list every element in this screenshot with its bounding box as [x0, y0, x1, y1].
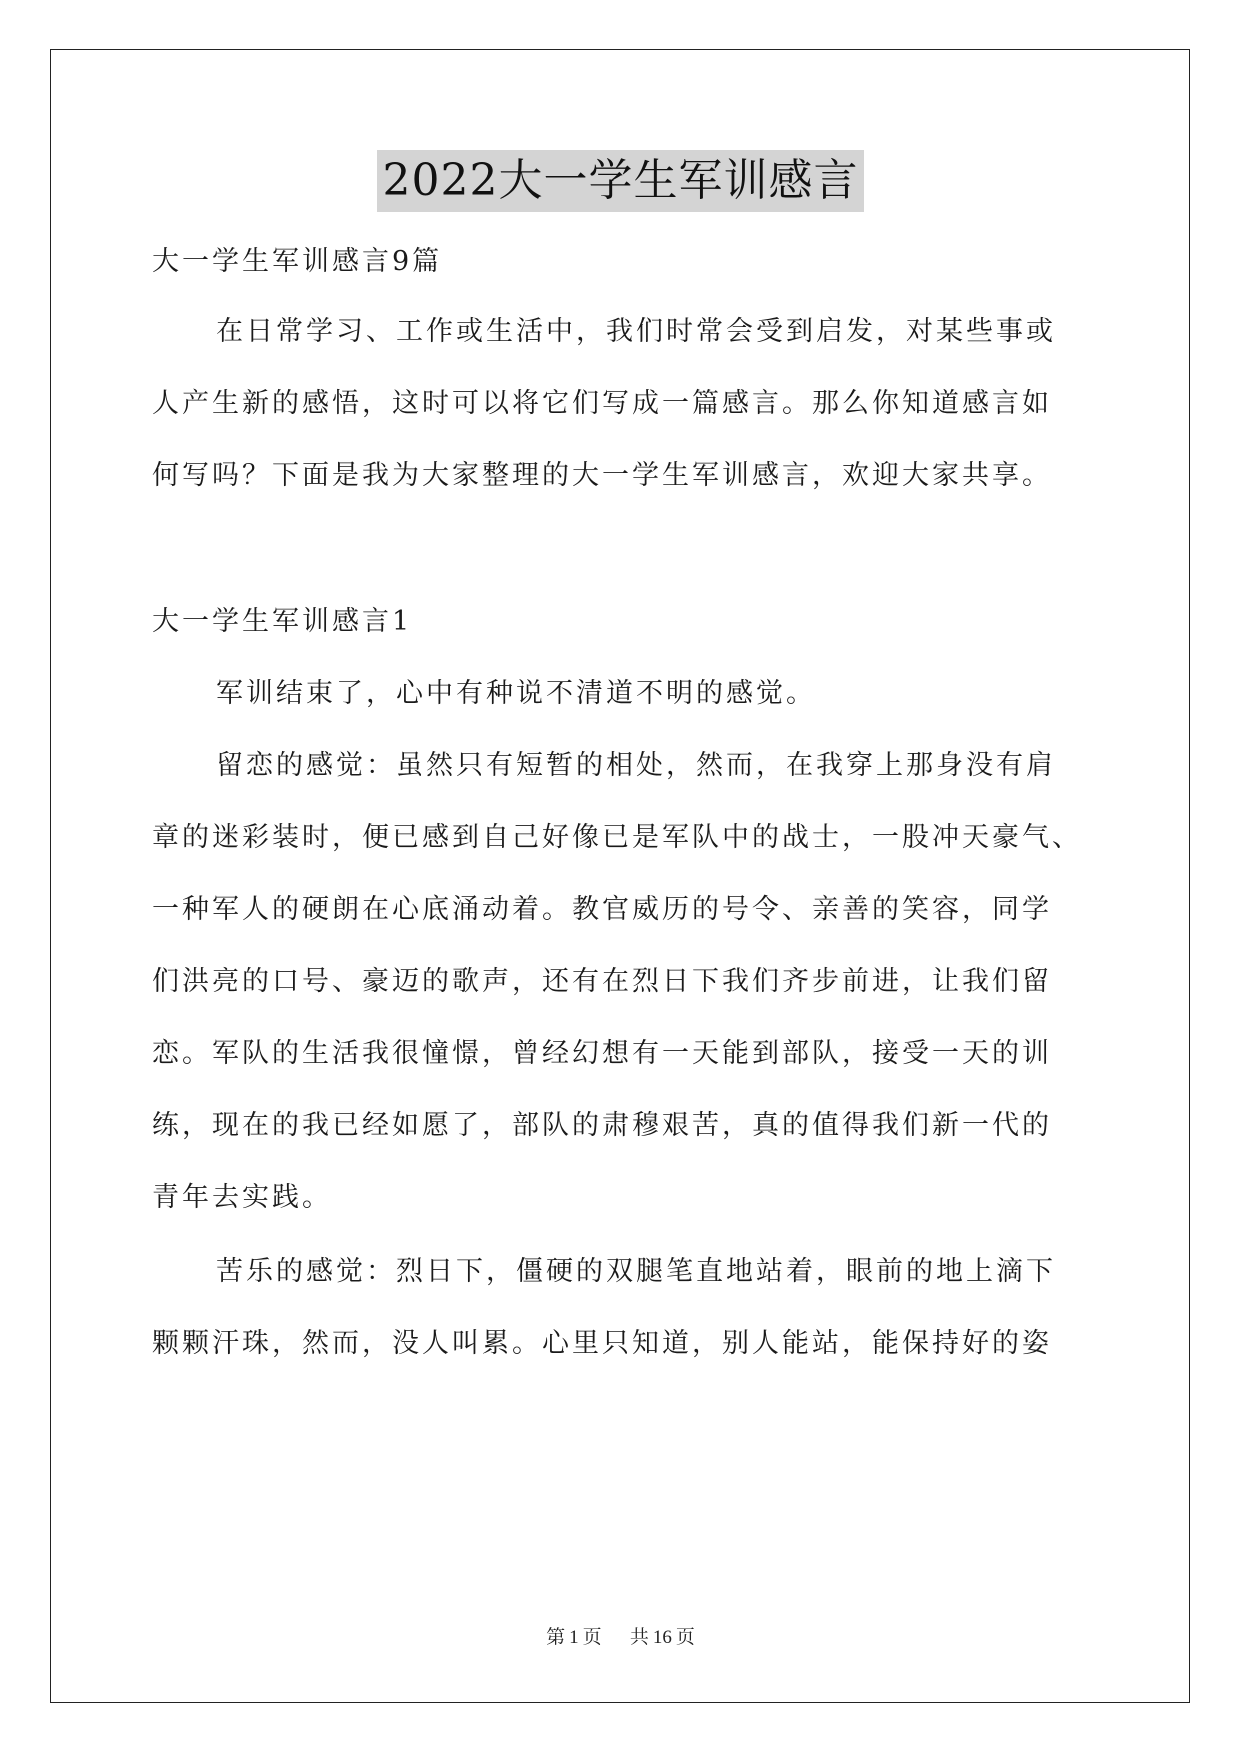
paragraph-line: 颗颗汗珠，然而，没人叫累。心里只知道，别人能站，能保持好的姿 — [152, 1328, 1052, 1359]
paragraph-line: 留恋的感觉：虽然只有短暂的相处，然而，在我穿上那身没有肩 — [216, 750, 1056, 781]
subtitle-line: 大一学生军训感言9篇 — [152, 246, 443, 277]
paragraph-line: 在日常学习、工作或生活中，我们时常会受到启发，对某些事或 — [216, 316, 1056, 347]
paragraph-line: 军训结束了，心中有种说不清道不明的感觉。 — [216, 678, 816, 709]
page-border — [50, 49, 1190, 1703]
paragraph-line: 何写吗？下面是我为大家整理的大一学生军训感言，欢迎大家共享。 — [152, 460, 1052, 491]
total-suffix: 页 — [675, 1626, 695, 1648]
paragraph-line: 一种军人的硬朗在心底涌动着。教官威历的号令、亲善的笑容，同学 — [152, 894, 1052, 925]
page-footer — [0, 1622, 1241, 1649]
total-pages: 16 — [652, 1627, 672, 1648]
paragraph-line: 们洪亮的口号、豪迈的歌声，还有在烈日下我们齐步前进，让我们留 — [152, 966, 1052, 997]
document-title: 2022大一学生军训感言 — [377, 150, 865, 212]
paragraph-line: 章的迷彩装时，便已感到自己好像已是军队中的战士，一股冲天豪气、 — [152, 822, 1082, 853]
paragraph-line: 人产生新的感悟，这时可以将它们写成一篇感言。那么你知道感言如 — [152, 388, 1052, 419]
title-container — [0, 150, 1241, 212]
page-suffix: 页 — [582, 1626, 602, 1648]
paragraph-line: 青年去实践。 — [152, 1182, 332, 1213]
total-prefix: 共 — [629, 1626, 649, 1648]
page-number: 1 — [569, 1627, 579, 1648]
paragraph-line: 练，现在的我已经如愿了，部队的肃穆艰苦，真的值得我们新一代的 — [152, 1110, 1052, 1141]
page-prefix: 第 — [546, 1626, 566, 1648]
section-heading: 大一学生军训感言1 — [152, 606, 413, 637]
paragraph-line: 苦乐的感觉：烈日下，僵硬的双腿笔直地站着，眼前的地上滴下 — [216, 1256, 1056, 1287]
paragraph-line: 恋。军队的生活我很憧憬，曾经幻想有一天能到部队，接受一天的训 — [152, 1038, 1052, 1069]
